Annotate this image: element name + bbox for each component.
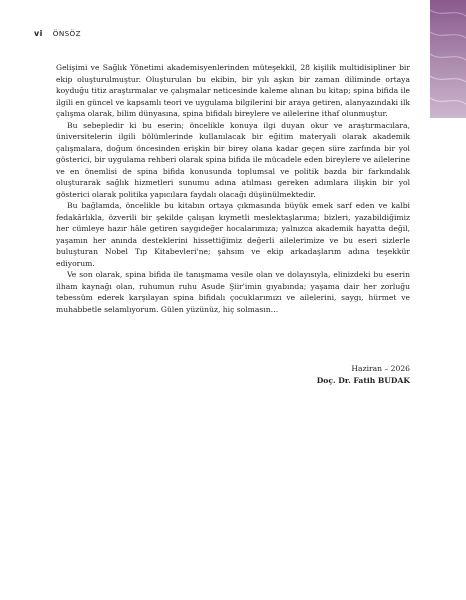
paragraph-2: Bu sebepledir ki bu eserin; öncelikle konuya ilgi duyan okur ve araştırmacılara, üniversitelerin ilgili bölümlerinde kullanılacak bir eğitim materyali olarak akademik çalışmalara, doğum öncesinden erişkin bir birey olana kadar geçen süre zarfında bir yol gösterici, bir uygulama rehberi olarak spina bifida ile mücadele eden bireylere ve ailelerine ve en önemlisi de spina bifida konusunda toplumsal ve politik bazda bir farkındalık oluşturarak sağlık hizmetleri sunumu adına atılması gereken adımlara ilişkin bir yol gösterici olarak politika yapıcılara faydalı olacağı düşünülmektedir. (56, 120, 410, 199)
decorative-wave-pattern (430, 0, 466, 118)
paragraph-1: Gelişimi ve Sağlık Yönetimi akademisyenlerinden müteşekkil, 28 kişilik multidisipliner bir ekip oluşturulmuştur. Oluşturulan bu ekibin, bir yılı aşkın bir zaman diliminde ortaya koyduğu titiz araştırmalar ve çalışmalar neticesinde kaleme alınan bu kitap; spina bifida ile ilgili en güncel ve kapsamlı teori ve uygulama bilgilerini bir araya getiren, alanyazındaki ilk çalışma olarak, bilim dünyasına, spina bifidalı bireylere ve ailelerine ithaf olunmuştur. (56, 63, 410, 118)
decorative-corner-band (430, 0, 466, 118)
running-header (34, 26, 81, 40)
preface-body (56, 62, 410, 315)
signature-date: Haziran – 2026 (351, 364, 410, 373)
page-number: vi (34, 28, 43, 38)
paragraph-3: Bu bağlamda, öncelikle bu kitabın ortaya çıkmasında büyük emek sarf eden ve kalbi fedakârlıkla, özverili bir şekilde çalışan kıymetli meslektaşlarıma; bizleri, yazabildiğimiz her cümleye hazır hâle getiren saygıdeğer hocalarımıza; yalnızca akademik hayatta değil, yaşamın her anında desteklerini hissettiğimiz değerli ailelerimize ve bu eseri sizlerle buluşturan Nobel Tıp Kitabevleri'ne; şahsım ve ekip arkadaşlarım adına teşekkür ediyorum. (56, 201, 410, 268)
section-title: ÖNSÖZ (52, 28, 81, 38)
paragraph-4: Ve son olarak, spina bifida ile tanışmama vesile olan ve dolayısıyla, elinizdeki bu eserin ilham kaynağı olan, ruhumun ruhu Asude Şiir'imin gıyabında; yaşama dair her zorluğu tebessüm ederek karşılayan spina bifidalı çocuklarımızı ve ailelerini, saygı, hürmet ve muhabbetle selamlıyorum. Gülen yüzünüz, hiç solmasın… (56, 270, 410, 314)
signature-block (56, 363, 410, 387)
signature-author: Doç. Dr. Fatih BUDAK (316, 376, 410, 385)
